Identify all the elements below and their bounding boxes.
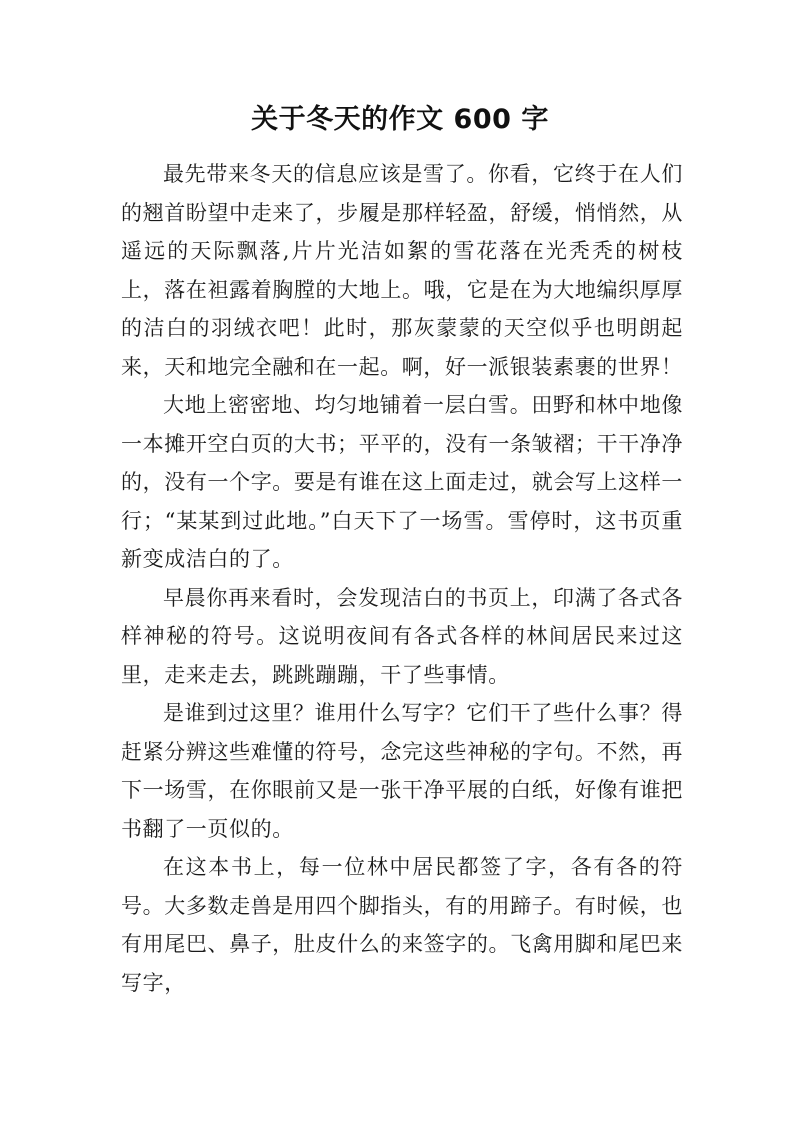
paragraph-3: 早晨你再来看时，会发现洁白的书页上，印满了各式各样神秘的符号。这说明夜间有各式各样的林间居民来过这里，走来走去，跳跳蹦蹦，干了些事情。 xyxy=(121,585,683,687)
paragraph-5: 在这本书上，每一位林中居民都签了字，各有各的符号。大多数走兽是用四个脚指头，有的用蹄子。有时候，也有用尾巴、鼻子，肚皮什么的来签字的。飞禽用脚和尾巴来写字， xyxy=(121,855,683,995)
paragraph-1: 最先带来冬天的信息应该是雪了。你看，它终于在人们的翘首盼望中走来了，步履是那样轻盈，舒缓，悄悄然，从遥远的天际飘落,片片光洁如絮的雪花落在光秃秃的树枝上，落在袒露着胸膛的大地上。哦，它是在为大地编织厚厚的洁白的羽绒衣吧！此时，那灰蒙蒙的天空似乎也明朗起来，天和地完全融和在一起。啊，好一派银装素裹的世界！ xyxy=(121,162,683,379)
document-title: 关于冬天的作文 600 字 xyxy=(251,104,549,135)
paragraph-4: 是谁到过这里？谁用什么写字？它们干了些什么事？得赶紧分辨这些难懂的符号，念完这些神秘的字句。不然，再下一场雪，在你眼前又是一张干净平展的白纸，好像有谁把书翻了一页似的。 xyxy=(121,701,683,841)
document-body xyxy=(121,155,683,1002)
paragraph-2: 大地上密密地、均匀地铺着一层白雪。田野和林中地像一本摊开空白页的大书；平平的，没有一条皱褶；干干净净的，没有一个字。要是有谁在这上面走过，就会写上这样一行；“某某到过此地。”白天下了一场雪。雪停时，这书页重新变成洁白的了。 xyxy=(121,393,683,571)
